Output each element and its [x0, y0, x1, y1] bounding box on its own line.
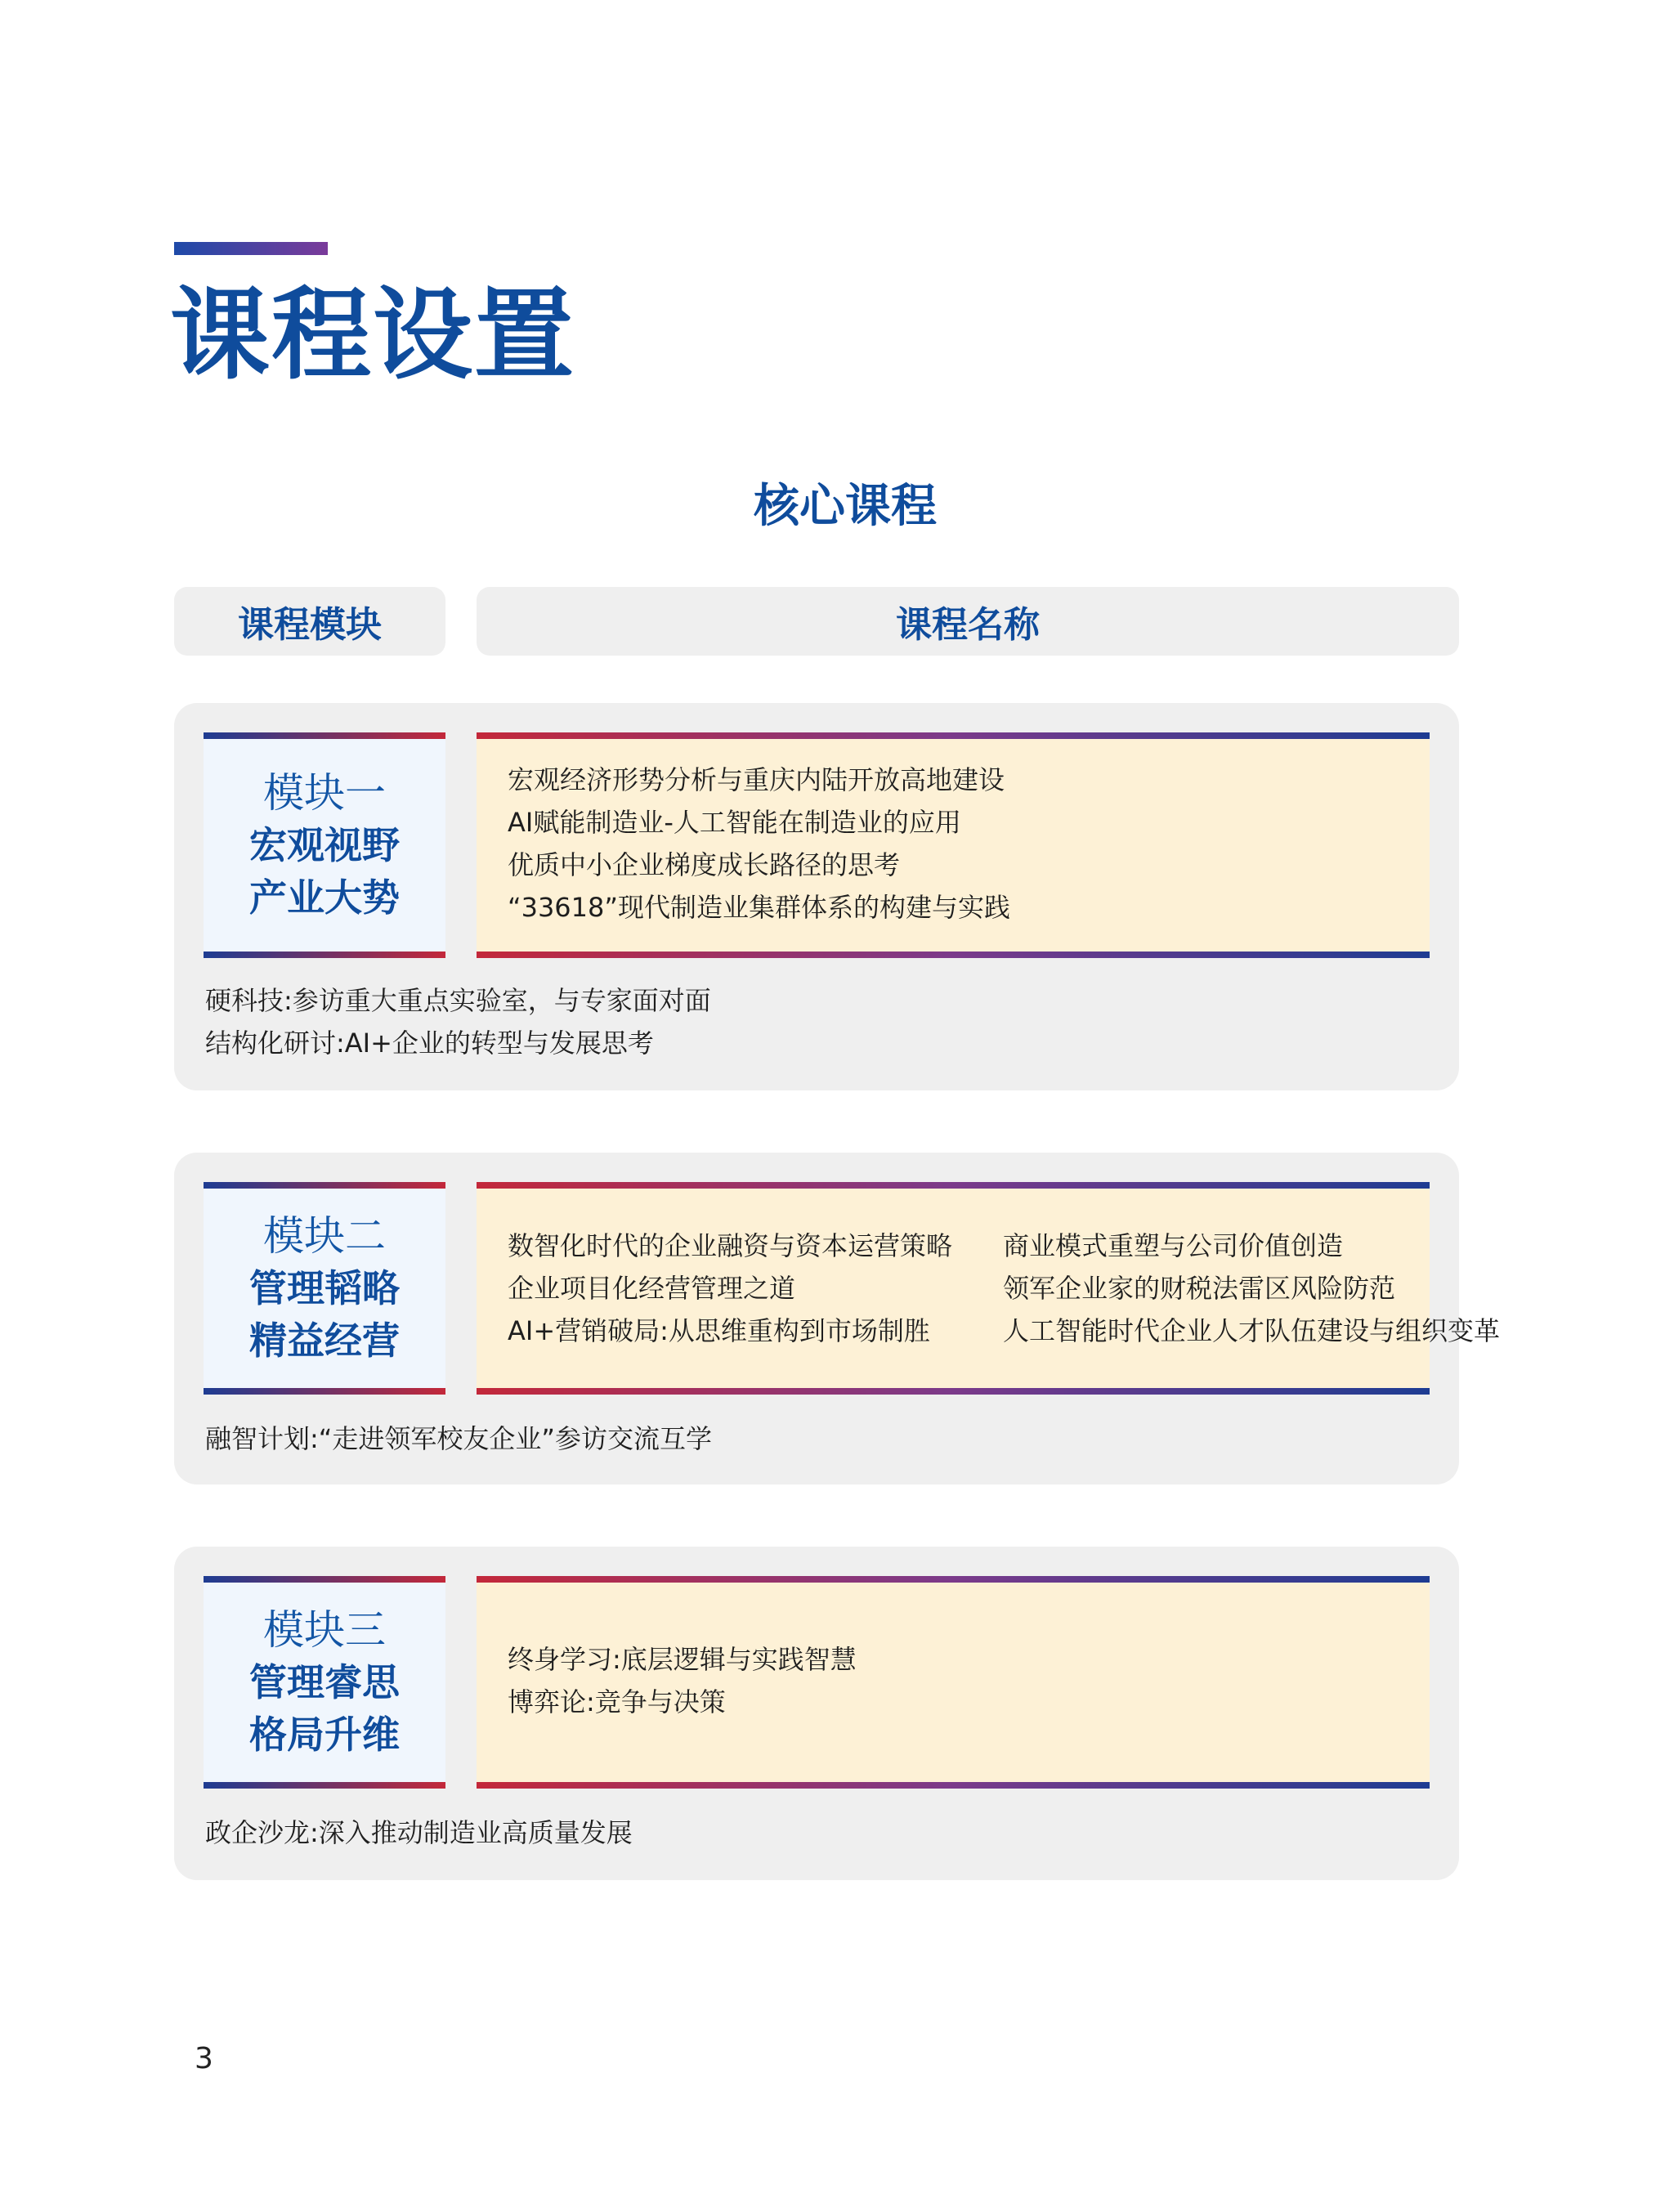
module-label-box	[204, 1182, 445, 1395]
course-list-box	[477, 1182, 1501, 1395]
module-theme-line1: 管理睿思	[249, 1660, 400, 1704]
module-theme-line2: 精益经营	[249, 1319, 400, 1363]
module-number: 模块三	[263, 1606, 386, 1654]
module-theme-line2: 产业大势	[249, 875, 400, 920]
title-accent-bar	[174, 242, 328, 255]
module-extra-activity: 结构化研讨:AI+企业的转型与发展思考	[205, 1028, 654, 1059]
course-item: 企业项目化经营管理之道	[508, 1273, 796, 1304]
module-theme-line2: 格局升维	[249, 1713, 400, 1757]
course-item: AI+营销破局:从思维重构到市场制胜	[508, 1315, 930, 1346]
course-list-right	[1003, 1225, 1500, 1352]
module-label-box	[204, 1576, 445, 1789]
module-number: 模块二	[263, 1212, 386, 1260]
module-number: 模块一	[263, 769, 386, 817]
page-number: 3	[195, 2042, 213, 2075]
course-item: 宏观经济形势分析与重庆内陆开放高地建设	[508, 764, 1005, 795]
module-theme-line1: 宏观视野	[249, 823, 400, 867]
course-list-left	[508, 1225, 952, 1352]
page-title: 课程设置	[170, 277, 575, 393]
course-item: 人工智能时代企业人才队伍建设与组织变革	[1003, 1315, 1501, 1346]
course-list-box	[477, 732, 1430, 958]
module-card-2	[174, 1153, 1501, 1484]
course-list	[508, 1638, 857, 1723]
course-item: 优质中小企业梯度成长路径的思考	[508, 849, 901, 880]
course-item: 博弈论:竞争与决策	[508, 1686, 726, 1717]
module-card-1	[174, 703, 1459, 1090]
course-item: 数智化时代的企业融资与资本运营策略	[508, 1230, 953, 1261]
course-item: 终身学习:底层逻辑与实践智慧	[508, 1644, 857, 1675]
module-theme-line1: 管理韬略	[249, 1266, 400, 1310]
course-list-box	[477, 1576, 1430, 1789]
course-item: “33618”现代制造业集群体系的构建与实践	[508, 892, 1010, 923]
section-title: 核心课程	[754, 480, 937, 533]
module-label-box	[204, 732, 445, 958]
course-item: AI赋能制造业-人工智能在制造业的应用	[508, 807, 961, 838]
module-extra-activity: 硬科技:参访重大重点实验室，与专家面对面	[205, 985, 711, 1016]
module-card-3	[174, 1547, 1459, 1880]
course-name-column-header: 课程名称	[477, 587, 1459, 656]
module-extra-activity: 融智计划:“走进领军校友企业”参访交流互学	[205, 1423, 712, 1454]
module-extra-activity: 政企沙龙:深入推动制造业高质量发展	[205, 1817, 633, 1848]
course-item: 商业模式重塑与公司价值创造	[1003, 1230, 1344, 1261]
course-list	[508, 759, 1010, 929]
course-item: 领军企业家的财税法雷区风险防范	[1003, 1273, 1396, 1304]
module-column-header: 课程模块	[174, 587, 445, 656]
